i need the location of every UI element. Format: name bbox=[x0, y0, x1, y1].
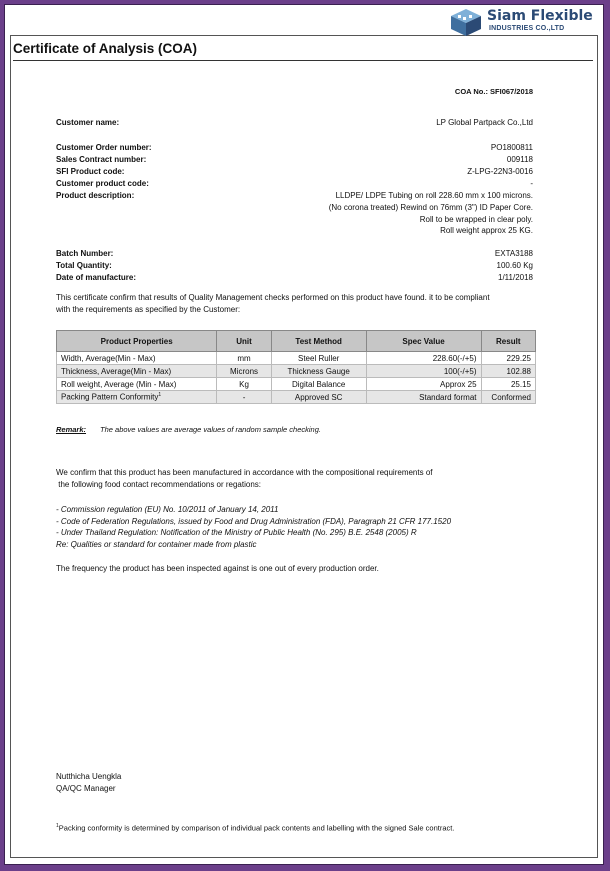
field-label: Customer name: bbox=[56, 118, 120, 127]
frequency-statement: The frequency the product has been inspected against is one out of every production order. bbox=[56, 564, 379, 573]
footnote-text: Packing conformity is determined by comparison of individual pack contents and labelling with the signed Sale contract. bbox=[58, 823, 455, 833]
signatory bbox=[56, 771, 121, 794]
table-cell: Steel Ruller bbox=[271, 352, 366, 365]
field-label: SFI Product code: bbox=[56, 167, 125, 176]
description-line: (No corona treated) Rewind on 76mm (3") ID Paper Core. bbox=[328, 203, 533, 212]
field-label: Product description: bbox=[56, 191, 135, 200]
table-cell: Roll weight, Average (Min - Max) bbox=[57, 378, 217, 391]
order-row bbox=[56, 191, 533, 202]
table-cell: 100(-/+5) bbox=[366, 365, 481, 378]
field-label: Date of manufacture: bbox=[56, 273, 137, 282]
field-value: LLDPE/ LDPE Tubing on roll 228.60 mm x 100 microns. bbox=[335, 191, 533, 200]
order-row bbox=[56, 143, 533, 154]
certificate-page bbox=[4, 4, 604, 865]
signatory-name: Nutthicha Uengkla bbox=[56, 772, 122, 781]
remark-text: The above values are average values of random sample checking. bbox=[100, 425, 321, 434]
table-cell: Thickness Gauge bbox=[271, 365, 366, 378]
cube-logo-icon bbox=[449, 7, 483, 37]
description-line: Roll to be wrapped in clear poly. bbox=[419, 214, 533, 224]
field-value: 1/11/2018 bbox=[498, 273, 533, 282]
column-header: Product Properties bbox=[57, 331, 217, 352]
product-description-continued bbox=[329, 202, 533, 237]
properties-table bbox=[56, 330, 536, 404]
compliance-intro bbox=[56, 292, 490, 315]
table-cell: Approved SC bbox=[271, 391, 366, 404]
regulation-item: - Under Thailand Regulation: Notification of the Ministry of Public Health (No. 295) B.E. 2548 (2005) R bbox=[56, 528, 417, 537]
description-line: Roll weight approx 25 KG. bbox=[440, 226, 533, 235]
confirmation-paragraph bbox=[56, 467, 433, 490]
table-cell: Conformed bbox=[481, 391, 535, 404]
field-value: - bbox=[530, 179, 533, 188]
remark-label: Remark: bbox=[56, 425, 87, 434]
document-title: Certificate of Analysis (COA) bbox=[13, 41, 198, 56]
field-label: Sales Contract number: bbox=[56, 155, 147, 164]
regulation-item: - Code of Federation Regulations, issued by Food and Drug Administration (FDA), Paragraph 21 CFR 177.1520 bbox=[56, 516, 452, 526]
table-cell: 229.25 bbox=[481, 352, 535, 365]
field-label: Batch Number: bbox=[56, 249, 114, 258]
order-row bbox=[56, 167, 533, 178]
field-value: LP Global Partpack Co.,Ltd bbox=[436, 118, 533, 127]
field-value: PO1800811 bbox=[490, 143, 533, 152]
regulations-list bbox=[56, 504, 451, 550]
customer-name-row bbox=[56, 118, 533, 129]
table-cell: Standard format bbox=[366, 391, 481, 404]
field-value: 009118 bbox=[506, 155, 533, 164]
footnote-mark: 1 bbox=[56, 823, 59, 829]
table-row bbox=[57, 378, 536, 391]
table-cell: 102.88 bbox=[481, 365, 535, 378]
field-value: EXTA3188 bbox=[494, 249, 533, 258]
logo-company-name: Siam Flexible bbox=[487, 8, 593, 24]
table-cell: 228.60(-/+5) bbox=[366, 352, 481, 365]
company-logo bbox=[447, 7, 597, 37]
cell-text: Packing Pattern Conformity bbox=[61, 392, 159, 402]
table-cell: Kg bbox=[217, 378, 271, 391]
column-header: Result bbox=[481, 331, 535, 352]
footnote-mark: 1 bbox=[158, 392, 162, 399]
signatory-title: QA/QC Manager bbox=[56, 783, 116, 793]
regulation-item: - Commission regulation (EU) No. 10/2011 of January 14, 2011 bbox=[56, 505, 279, 514]
field-label: Customer product code: bbox=[56, 179, 149, 188]
table-row bbox=[57, 352, 536, 365]
table-cell: Width, Average(Min - Max) bbox=[57, 352, 217, 365]
remark bbox=[56, 425, 321, 434]
table-cell: Digital Balance bbox=[271, 378, 366, 391]
batch-row bbox=[56, 249, 533, 260]
coa-number: COA No.: SFI067/2018 bbox=[454, 87, 533, 96]
confirm-line: We confirm that this product has been manufactured in accordance with the compositional requirements of bbox=[56, 468, 433, 477]
batch-row bbox=[56, 273, 533, 284]
batch-row bbox=[56, 261, 533, 272]
intro-line: This certificate confirm that results of Quality Management checks performed on this product have found. it to be compliant bbox=[56, 293, 490, 302]
table-cell: mm bbox=[217, 352, 271, 365]
table-cell: Approx 25 bbox=[366, 378, 481, 391]
table-cell: Thickness, Average(Min - Max) bbox=[57, 365, 217, 378]
table-cell bbox=[57, 391, 217, 404]
order-row bbox=[56, 155, 533, 166]
table-cell: - bbox=[217, 391, 271, 404]
table-row bbox=[57, 391, 536, 404]
field-value: Z-LPG-22N3-0016 bbox=[467, 167, 533, 176]
column-header: Unit bbox=[217, 331, 271, 352]
footnote bbox=[56, 823, 454, 833]
field-label: Total Quantity: bbox=[56, 261, 112, 270]
intro-line: with the requirements as specified by the Customer: bbox=[56, 304, 241, 314]
table-cell: Microns bbox=[217, 365, 271, 378]
order-row bbox=[56, 179, 533, 190]
column-header: Test Method bbox=[271, 331, 366, 352]
regulation-item: Re: Qualities or standard for container made from plastic bbox=[56, 539, 257, 549]
logo-company-sub: INDUSTRIES CO.,LTD bbox=[489, 25, 565, 32]
confirm-line: the following food contact recommendations or regations: bbox=[56, 479, 262, 489]
table-row bbox=[57, 365, 536, 378]
column-header: Spec Value bbox=[366, 331, 481, 352]
title-divider bbox=[13, 60, 593, 61]
table-header-row bbox=[57, 331, 536, 352]
table-cell: 25.15 bbox=[481, 378, 535, 391]
field-value: 100.60 Kg bbox=[496, 261, 533, 270]
field-label: Customer Order number: bbox=[56, 143, 152, 152]
